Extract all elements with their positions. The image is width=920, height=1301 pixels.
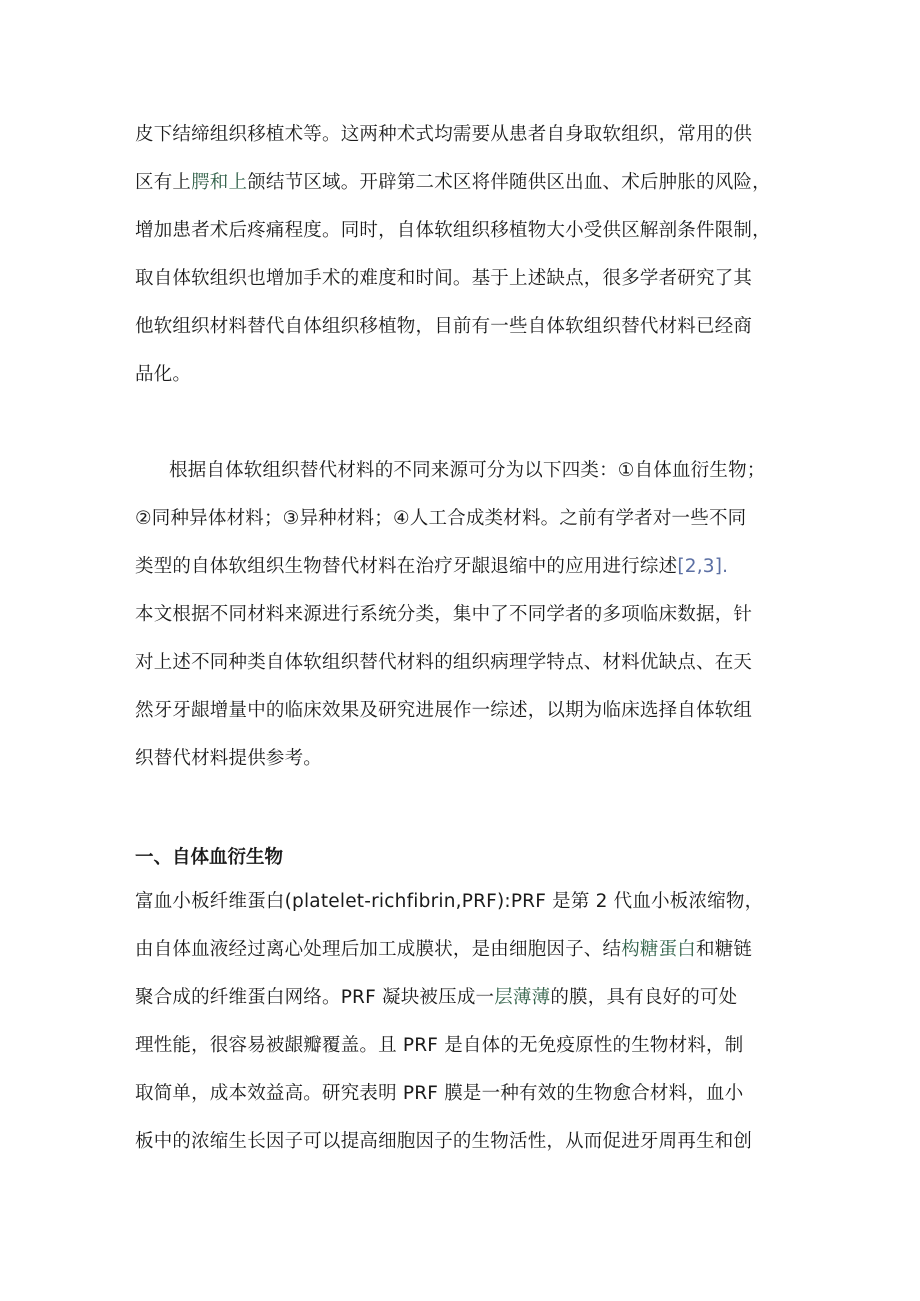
text-line: ②同种异体材料；③异种材料；④人工合成类材料。之前有学者对一些不同 [135, 508, 747, 529]
text-line: 板中的浓缩生长因子可以提高细胞因子的生物活性，从而促进牙周再生和创 [135, 1131, 753, 1152]
text-line: 取简单，成本效益高。研究表明 PRF 膜是一种有效的生物愈合材料，血小 [135, 1083, 744, 1104]
text-line: 富血小板纤维蛋白(platelet-richfibrin,PRF):PRF 是第 2 代血小板浓缩物， [135, 891, 764, 912]
citation-reference: [2,3]. [677, 556, 729, 577]
highlighted-text: 构糖蛋白 [621, 939, 697, 960]
text-line: 对上述不同种类自体软组织替代材料的组织病理学特点、材料优缺点、在天 [135, 652, 753, 673]
text-line: 理性能，很容易被龈瓣覆盖。且 PRF 是自体的无免疫原性的生物材料，制 [135, 1035, 744, 1056]
section-heading: 一、自体血衍生物 [135, 847, 284, 868]
text-line: 区有上腭和上颌结节区域。开辟第二术区将伴随供区出血、术后肿胀的风险， [135, 172, 771, 193]
text-line: 他软组织材料替代自体组织移植物，目前有一些自体软组织替代材料已经商 [135, 316, 753, 337]
text-line: 品化。 [135, 364, 192, 385]
text-line: 皮下结缔组织移植术等。这两种术式均需要从患者自身取软组织，常用的供 [135, 124, 753, 145]
text-line: 类型的自体软组织生物替代材料在治疗牙龈退缩中的应用进行综述[2,3]. [135, 556, 729, 577]
text-line: 织替代材料提供参考。 [135, 748, 323, 769]
paragraph-classification [135, 447, 795, 783]
paragraph-prf [135, 878, 795, 1166]
text-line: 取自体软组织也增加手术的难度和时间。基于上述缺点，很多学者研究了其 [135, 268, 753, 289]
highlighted-text: 腭和上 [191, 172, 248, 193]
text-line: 增加患者术后疼痛程度。同时，自体软组织移植物大小受供区解剖条件限制， [135, 220, 771, 241]
paragraph-donor-site [135, 111, 795, 399]
text-line: 本文根据不同材料来源进行系统分类，集中了不同学者的多项临床数据，针 [135, 604, 753, 625]
highlighted-text: 层薄薄 [494, 987, 551, 1008]
text-line: 根据自体软组织替代材料的不同来源可分为以下四类：①自体血衍生物； [169, 460, 766, 481]
text-line: 由自体血液经过离心处理后加工成膜状，是由细胞因子、结构糖蛋白和糖链 [135, 939, 753, 960]
text-line: 聚合成的纤维蛋白网络。PRF 凝块被压成一层薄薄的膜，具有良好的可处 [135, 987, 738, 1008]
text-line: 然牙牙龈增量中的临床效果及研究进展作一综述，以期为临床选择自体软组 [135, 700, 753, 721]
